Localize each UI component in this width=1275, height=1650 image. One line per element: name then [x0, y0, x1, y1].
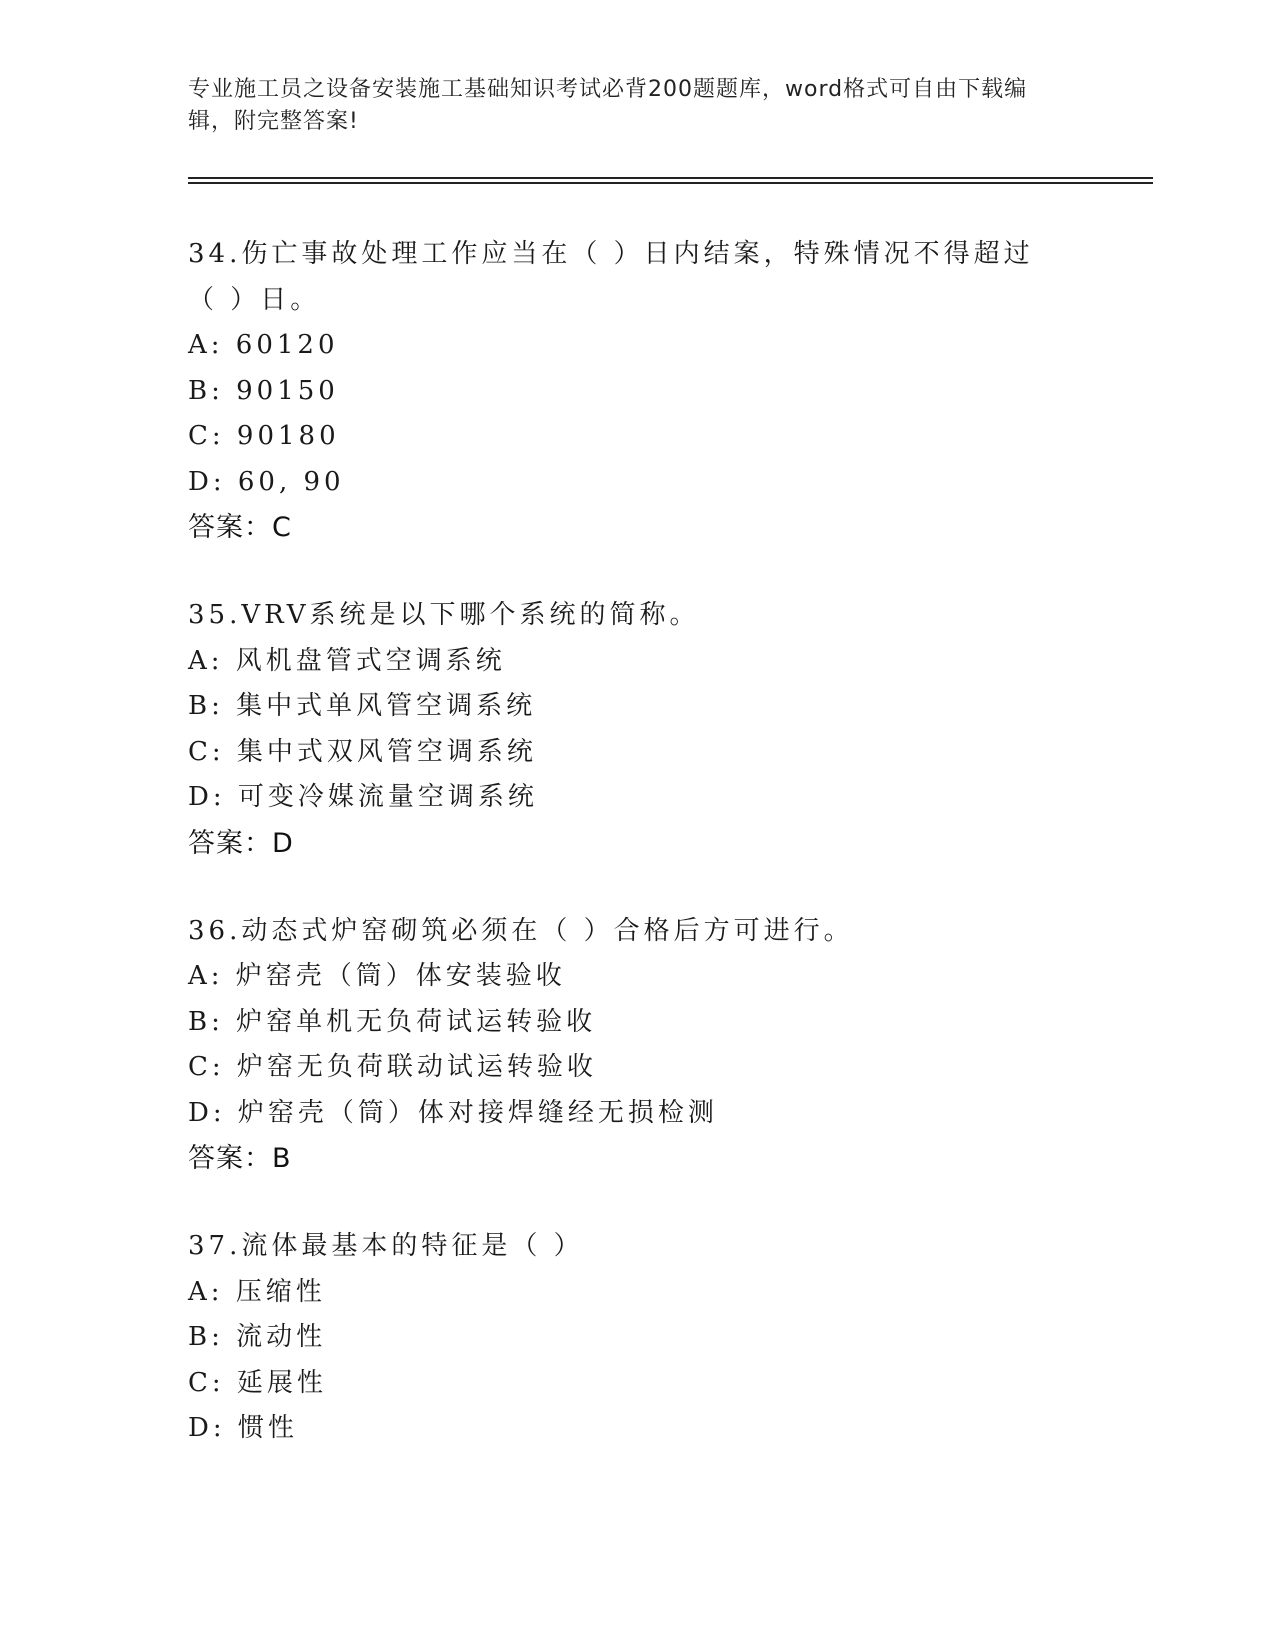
option-c: C: 炉窑无负荷联动试运转验收	[188, 1052, 597, 1082]
header-title: 专业施工员之设备安装施工基础知识考试必背200题题库，word格式可自由下载编辑，附完整答案!	[188, 77, 1028, 134]
option-a: A: 压缩性	[188, 1276, 326, 1307]
answer-label: 答案：D	[188, 827, 294, 859]
question-stem: 35.VRV系统是以下哪个系统的简称。	[188, 600, 700, 630]
question-stem: 34.伤亡事故处理工作应当在（ ）日内结案，特殊情况不得超过（ ）日。	[188, 239, 1034, 315]
option-b: B: 流动性	[188, 1322, 327, 1352]
header-divider-top	[188, 177, 1153, 179]
option-d: D: 60, 90	[188, 466, 345, 497]
question-35	[188, 593, 1068, 867]
option-b: B: 炉窑单机无负荷试运转验收	[188, 1006, 597, 1037]
question-34	[188, 232, 1068, 551]
option-c: C: 90180	[188, 421, 340, 451]
option-b: B: 集中式单风管空调系统	[188, 691, 537, 721]
option-a: A: 炉窑壳（筒）体安装验收	[188, 961, 566, 991]
question-stem: 36.动态式炉窑砌筑必须在（ ）合格后方可进行。	[188, 915, 854, 946]
option-d: D: 炉窑壳（筒）体对接焊缝经无损检测	[188, 1097, 718, 1128]
header-divider-bottom	[188, 182, 1153, 184]
question-36	[188, 909, 1068, 1183]
question-list	[188, 232, 1068, 1494]
answer-label: 答案：B	[188, 1143, 292, 1174]
option-a: A: 60120	[188, 330, 339, 360]
option-d: D: 可变冷媒流量空调系统	[188, 782, 538, 812]
answer-label: 答案：C	[188, 512, 292, 543]
question-37	[188, 1224, 1068, 1452]
option-d: D: 惯性	[188, 1413, 298, 1443]
question-stem: 37.流体最基本的特征是（ ）	[188, 1231, 584, 1261]
option-b: B: 90150	[188, 375, 339, 406]
option-a: A: 风机盘管式空调系统	[188, 645, 506, 676]
document-header	[188, 74, 1068, 138]
option-c: C: 集中式双风管空调系统	[188, 736, 537, 767]
option-c: C: 延展性	[188, 1367, 327, 1398]
